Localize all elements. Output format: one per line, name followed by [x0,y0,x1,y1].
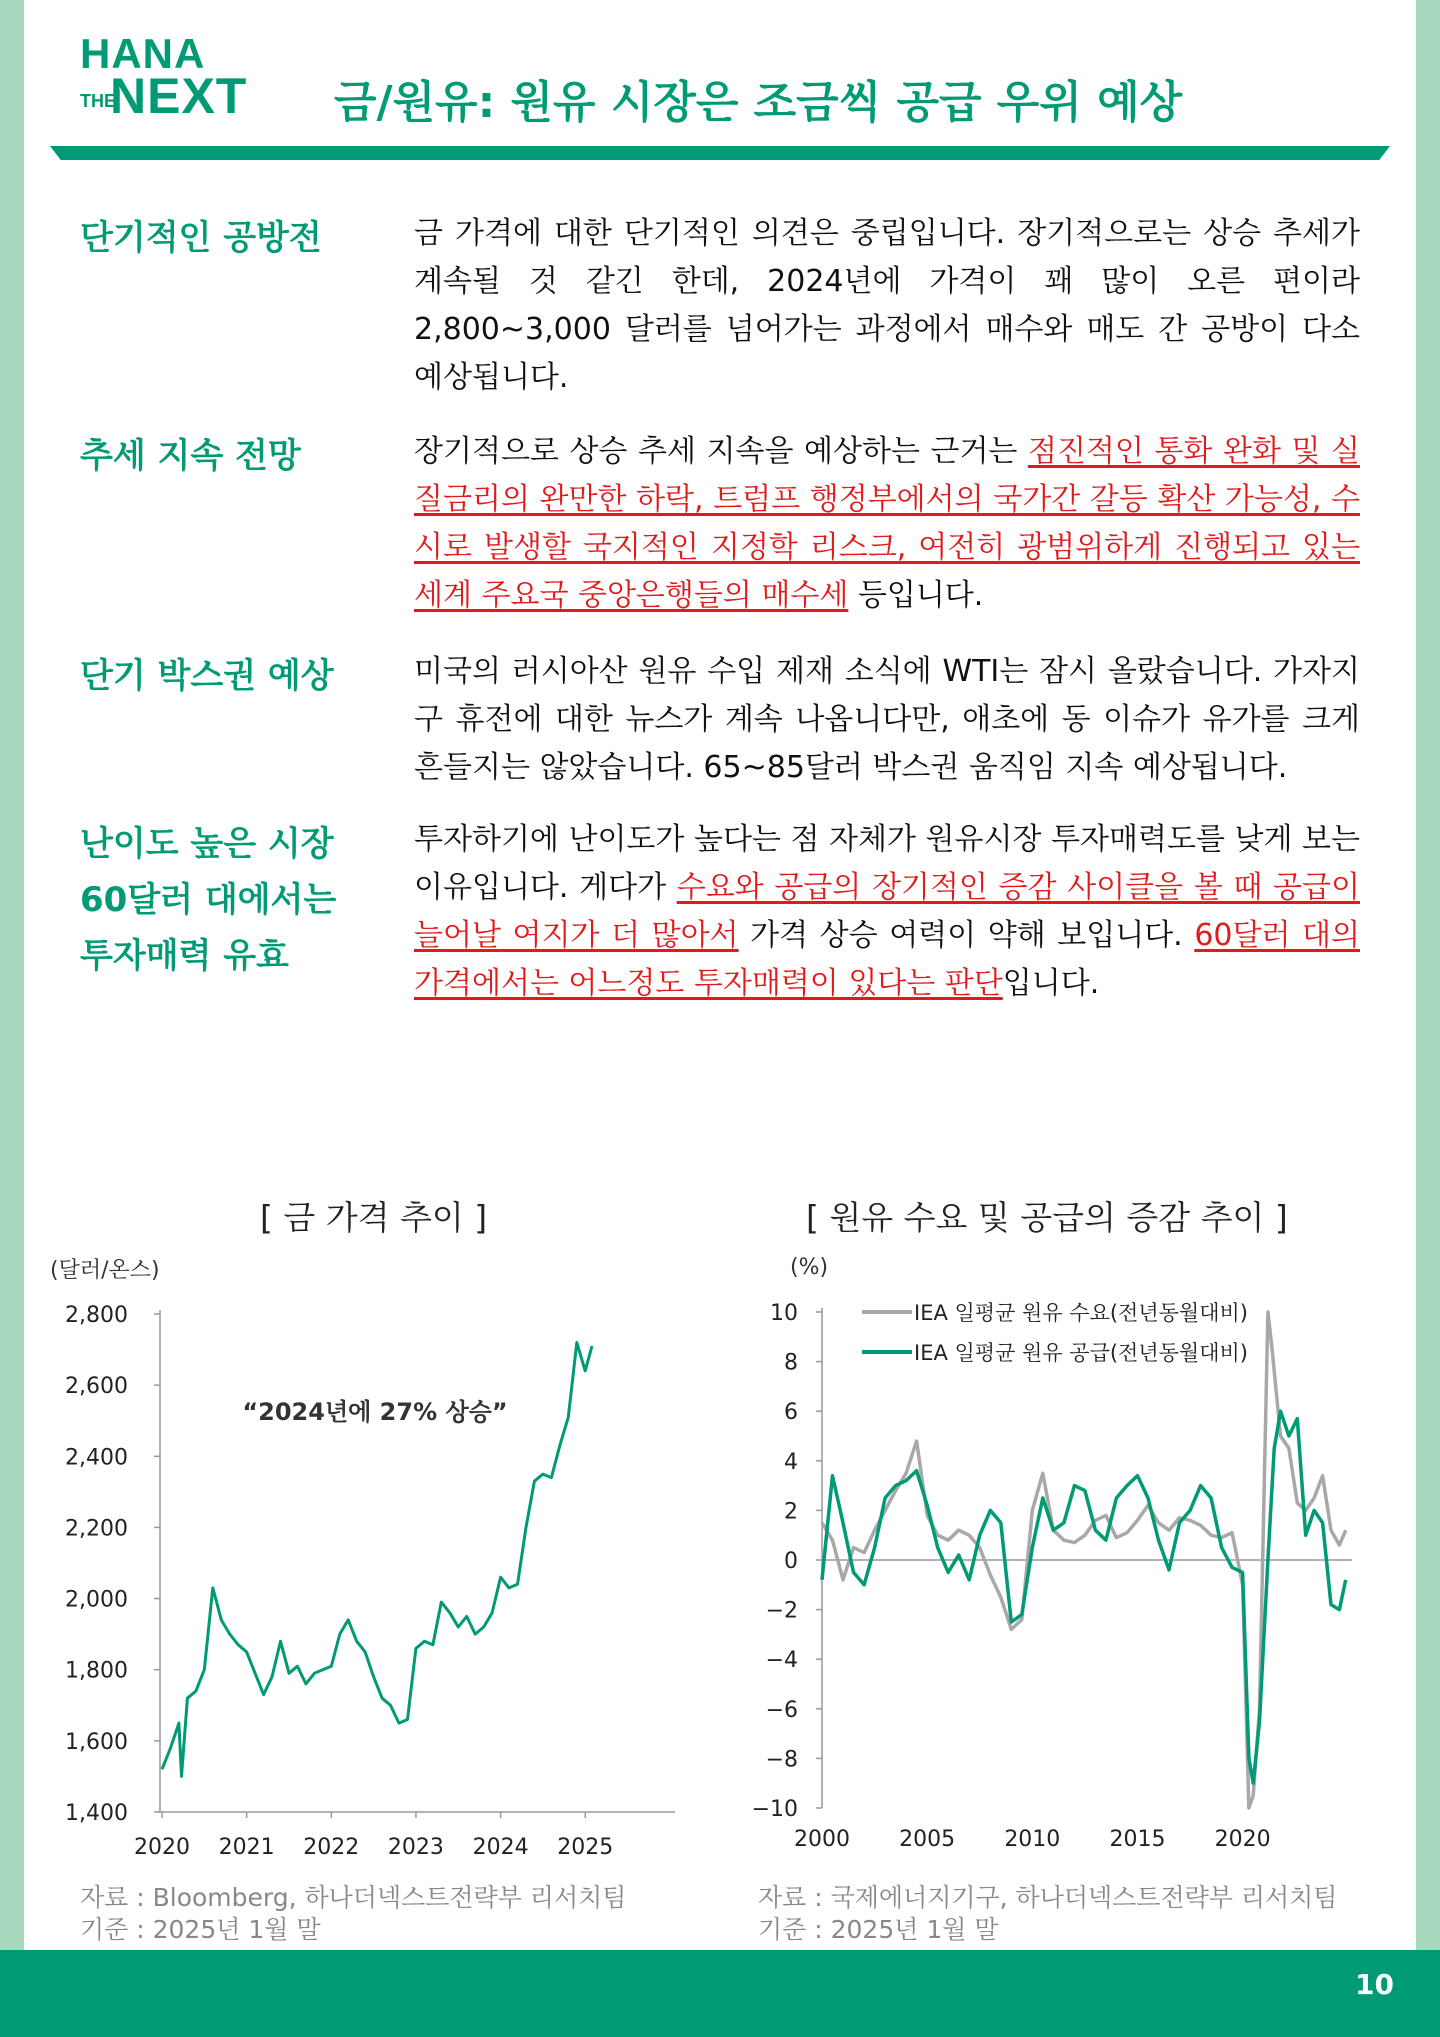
y-tick-label: −10 [751,1797,798,1822]
oil-source-line: 자료 : 국제에너지기구, 하나더넥스트전략부 리서치팀 [758,1883,1338,1912]
section-label: 난이도 높은 시장 60달러 대에서는 투자매력 유효 [80,824,337,976]
y-tick-label: 0 [784,1549,798,1574]
y-tick-label: 2,000 [65,1587,128,1613]
page-number: 10 [1355,1968,1394,2001]
y-tick-label: −8 [765,1747,798,1773]
chart-annotation: “2024년에 27% 상승” [242,1398,508,1426]
x-tick-label: 2015 [1109,1827,1166,1852]
supply-line [822,1411,1346,1783]
highlighted-text: 점진적인 통화 완화 및 실질금리의 완만한 하락, 트럼프 행정부에서의 국가간 갈등 확산 가능성, 수시로 발생할 국지적인 지정학 리스크, 여전히 광범위하게 진행되고 있는 세계 주요국 중앙은행들의 매수세 [414,434,1360,613]
left-side-bar [0,0,24,1950]
hana-the-next-logo [80,30,248,124]
logo-next: NEXT [110,68,248,124]
section-short-term-battle [80,210,1360,410]
y-tick-label: 2,400 [65,1445,128,1471]
y-tick-label: −4 [765,1648,798,1674]
section-label: 단기적인 공방전 [80,218,322,258]
section-label: 단기 박스권 예상 [80,656,334,696]
y-tick-label: −6 [765,1697,798,1723]
body-text: 장기적으로 상승 추세 지속을 예상하는 근거는 [414,434,1028,469]
y-tick-label: 1,600 [65,1729,128,1755]
x-tick-label: 2023 [387,1835,444,1860]
body-text: 등입니다. [848,578,984,613]
section-body [414,816,1360,1008]
section-difficult-market [80,816,1360,1016]
y-tick-label: 2,600 [65,1374,128,1400]
y-tick-label: 2 [784,1499,798,1525]
gold-basis-line: 기준 : 2025년 1월 말 [80,1915,321,1944]
body-text: 미국의 러시아산 원유 수입 제재 소식에 WTI는 잠시 올랐습니다. 가자지구 휴전에 대한 뉴스가 계속 나옵니다만, 애초에 동 이슈가 유가를 크게 흔들지는 않았습니다. 65~85달러 박스권 움직임 지속 예상됩니다. [414,654,1360,785]
x-tick-label: 2024 [472,1835,529,1860]
section-body [414,210,1360,402]
footer-bar [0,1950,1440,2037]
y-tick-label: 4 [784,1449,798,1475]
body-text: 투자하기에 난이도가 높다는 점 자체가 원유시장 투자매력도를 낮게 보는 이유입니다. 게다가 [414,822,1360,905]
legend-label: IEA 일평균 원유 수요(전년동월대비) [914,1301,1248,1325]
right-side-bar [1416,0,1440,1950]
y-tick-label: 2,800 [65,1303,128,1328]
legend-label: IEA 일평균 원유 공급(전년동월대비) [914,1341,1248,1365]
section-body [414,648,1360,792]
section-body [414,428,1360,620]
body-text: 금 가격에 대한 단기적인 의견은 중립입니다. 장기적으로는 상승 추세가 계속될 것 같긴 한데, 2024년에 가격이 꽤 많이 오른 편이라 2,800~3,000 달러를 넘어가는 과정에서 매수와 매도 간 공방이 다소 예상됩니다. [414,216,1360,395]
x-tick-label: 2020 [134,1835,190,1860]
body-text: 입니다. [1002,966,1100,1001]
gold-chart-title: [ 금 가격 추이 ] [260,1198,488,1237]
highlighted-text: 수요와 공급의 장기적인 증감 사이클을 볼 때 공급이 늘어날 여지가 더 많아서 [414,870,1360,953]
y-tick-label: 2,200 [65,1516,128,1542]
y-tick-label: −2 [765,1598,798,1624]
logo-the: THE [80,91,116,111]
y-tick-label: 1,800 [65,1658,128,1684]
oil-supply-demand-chart [740,1290,1360,1870]
x-tick-label: 2021 [218,1835,275,1860]
x-tick-label: 2000 [794,1827,850,1852]
oil-chart-unit: (%) [790,1255,829,1280]
gold-chart-source [80,1882,626,1946]
x-tick-label: 2022 [303,1835,360,1860]
y-tick-label: 8 [784,1350,798,1376]
body-text: 가격 상승 여력이 약해 보입니다. [738,918,1195,953]
x-tick-label: 2010 [1004,1827,1061,1852]
y-tick-label: 6 [784,1400,798,1426]
gold-chart-unit: (달러/온스) [50,1258,160,1283]
gold-source-line: 자료 : Bloomberg, 하나더넥스트전략부 리서치팀 [80,1883,627,1912]
x-tick-label: 2025 [557,1835,614,1860]
section-label: 추세 지속 전망 [80,436,301,476]
y-tick-label: 1,400 [65,1801,128,1826]
oil-chart-source [758,1882,1337,1946]
gold-price-chart [40,1290,690,1870]
logo-line-hana: HANA [80,30,206,77]
oil-chart-title: [ 원유 수요 및 공급의 증감 추이 ] [806,1198,1288,1237]
page-title: 금/원유: 원유 시장은 조금씩 공급 우위 예상 [334,77,1183,128]
highlighted-text: 60달러 대의 가격에서는 어느정도 투자매력이 있다는 판단 [414,918,1360,1001]
section-box-range [80,648,1360,798]
x-tick-label: 2005 [899,1827,956,1852]
y-tick-label: 10 [770,1301,798,1326]
oil-basis-line: 기준 : 2025년 1월 말 [758,1915,999,1944]
x-tick-label: 2020 [1214,1827,1271,1852]
title-underline-bar [50,146,1390,160]
section-trend-outlook [80,428,1360,628]
